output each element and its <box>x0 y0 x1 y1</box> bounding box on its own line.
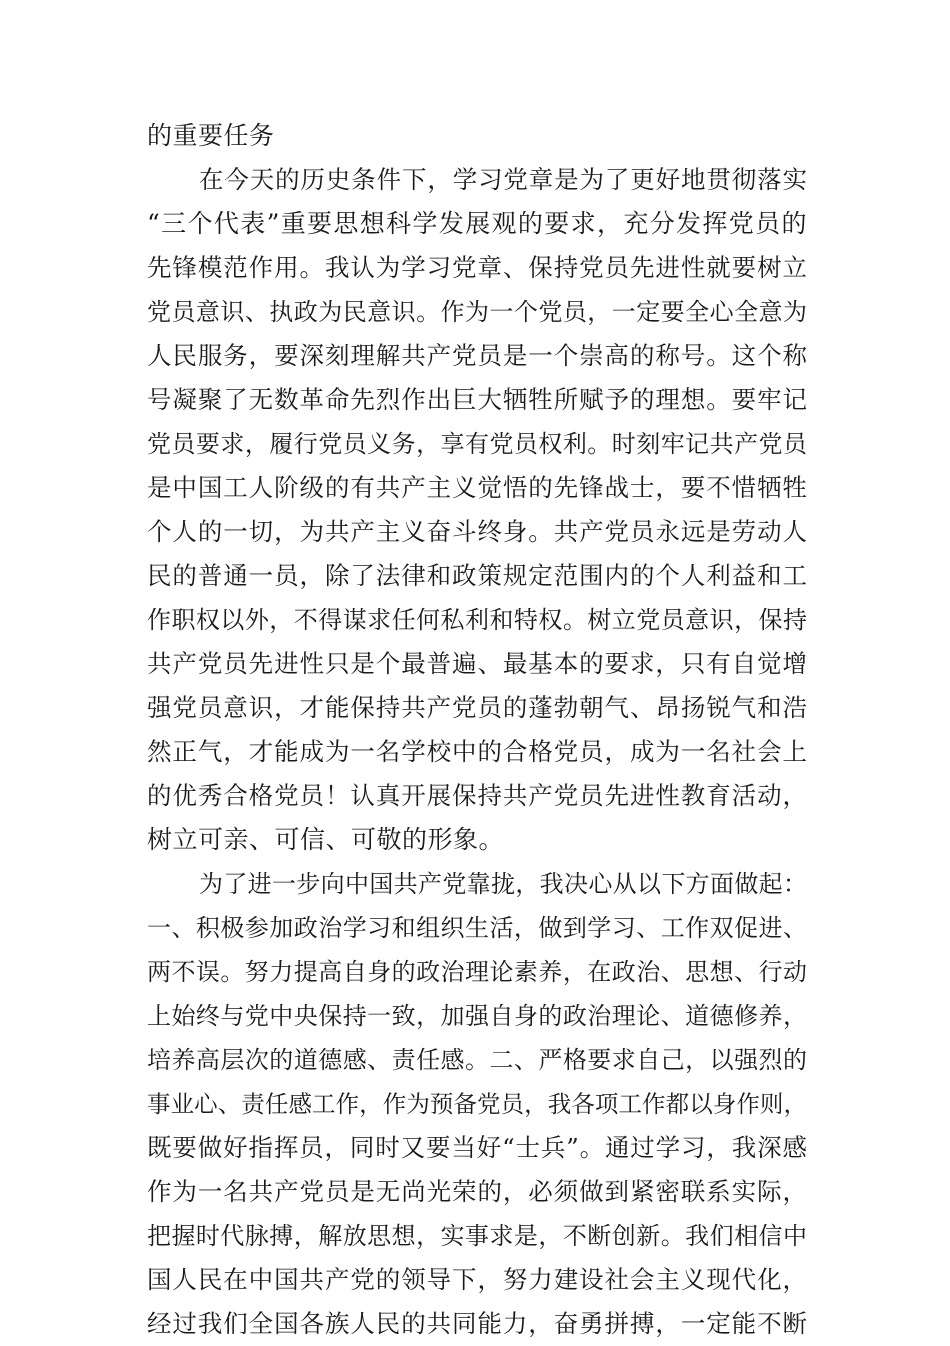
text-line: 既要做好指挥员，同时又要当好“士兵”。通过学习，我深感 <box>147 1133 807 1162</box>
text-line: 然正气，才能成为一名学校中的合格党员，成为一名社会上 <box>147 737 807 766</box>
text-line: 上始终与党中央保持一致，加强自身的政治理论、道德修养， <box>147 1002 807 1030</box>
text-line: 事业心、责任感工作，作为预备党员，我各项工作都以身作则， <box>147 1090 807 1118</box>
paragraph-first-line: 在今天的历史条件下，学习党章是为了更好地贯彻落实 <box>199 165 807 194</box>
text-line: 一、积极参加政治学习和组织生活，做到学习、工作双促进、 <box>147 914 807 942</box>
text-line: 的优秀合格党员！认真开展保持共产党员先进性教育活动， <box>147 781 807 810</box>
text-line: 人民服务，要深刻理解共产党员是一个崇高的称号。这个称 <box>147 341 807 370</box>
text-line: 号凝聚了无数革命先烈作出巨大牺牲所赋予的理想。要牢记 <box>147 385 807 414</box>
text-line: 先锋模范作用。我认为学习党章、保持党员先进性就要树立 <box>147 253 807 282</box>
text-line: 把握时代脉搏，解放思想，实事求是，不断创新。我们相信中 <box>147 1222 807 1250</box>
paragraph-first-line: 为了进一步向中国共产党靠拢，我决心从以下方面做起： <box>199 870 807 898</box>
text-line: 个人的一切，为共产主义奋斗终身。共产党员永远是劳动人 <box>147 517 807 546</box>
text-line: 强党员意识，才能保持共产党员的蓬勃朝气、昂扬锐气和浩 <box>147 693 807 722</box>
text-line: 两不误。努力提高自身的政治理论素养，在政治、思想、行动 <box>147 958 807 986</box>
text-line: 党员要求，履行党员义务，享有党员权利。时刻牢记共产党员 <box>147 430 807 458</box>
text-line: 是中国工人阶级的有共产主义觉悟的先锋战士，要不惜牺牲 <box>147 473 807 502</box>
text-line: 国人民在中国共产党的领导下，努力建设社会主义现代化， <box>147 1265 807 1294</box>
text-line: 作为一名共产党员是无尚光荣的，必须做到紧密联系实际， <box>147 1177 807 1206</box>
text-line: 经过我们全国各族人民的共同能力，奋勇拼搏，一定能不断 <box>147 1309 807 1338</box>
text-line: 党员意识、执政为民意识。作为一个党员，一定要全心全意为 <box>147 298 807 326</box>
text-line: 民的普通一员，除了法律和政策规定范围内的个人利益和工 <box>147 561 807 590</box>
text-line: 的重要任务 <box>147 121 275 150</box>
text-line: 作职权以外，不得谋求任何私利和特权。树立党员意识，保持 <box>147 606 807 634</box>
text-line: “三个代表”重要思想科学发展观的要求，充分发挥党员的 <box>147 209 807 238</box>
text-line: 树立可亲、可信、可敬的形象。 <box>147 825 505 854</box>
text-line: 培养高层次的道德感、责任感。二、严格要求自己，以强烈的 <box>147 1046 807 1074</box>
text-line: 共产党员先进性只是个最普遍、最基本的要求，只有自觉增 <box>147 649 807 678</box>
